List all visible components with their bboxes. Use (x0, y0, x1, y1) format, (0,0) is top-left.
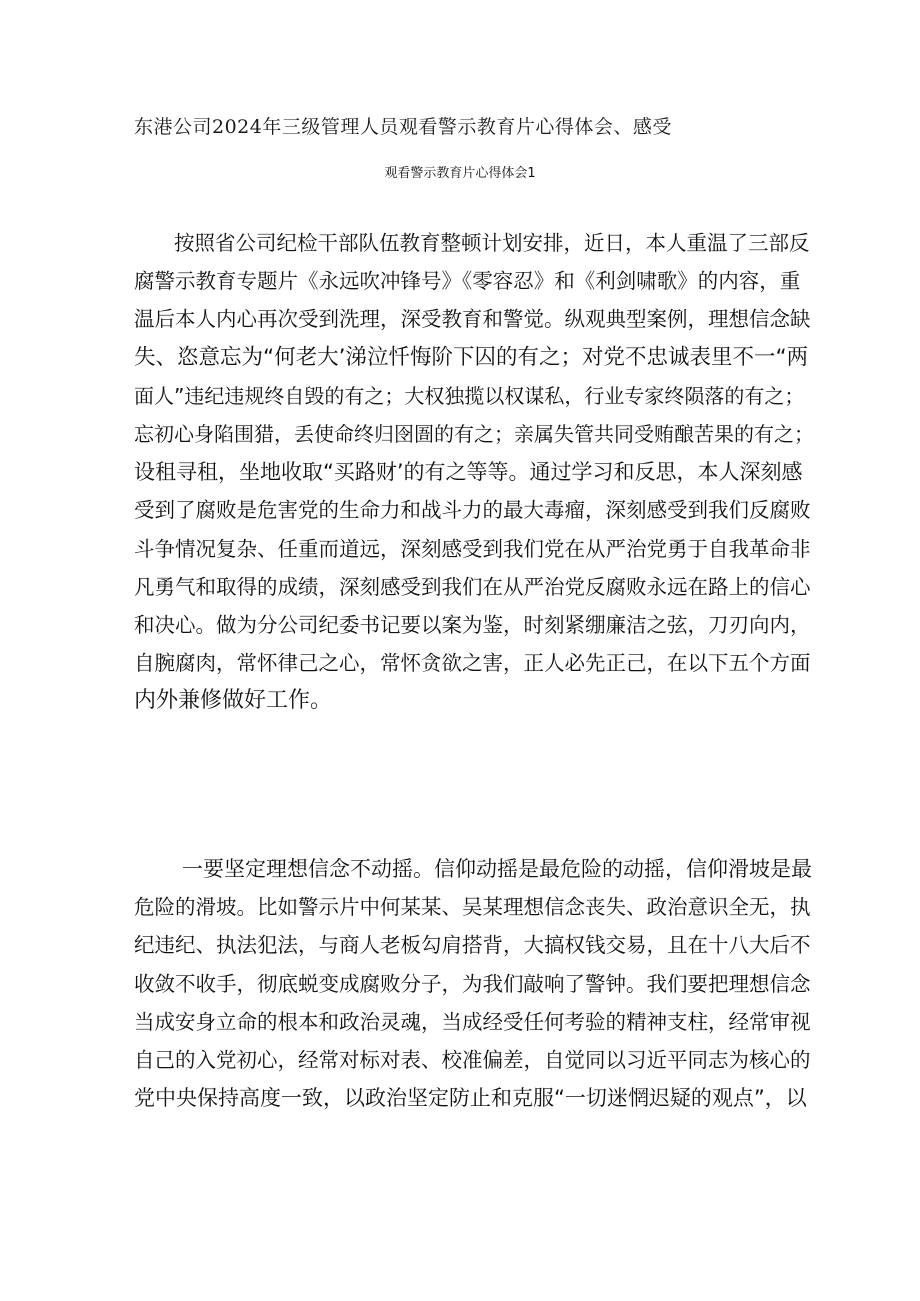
paragraph-2 (134, 850, 814, 1117)
paragraph-line: 一要坚定理想信念不动摇。信仰动摇是最危险的动摇，信仰滑坡是最 (182, 857, 812, 881)
paragraph-line: 收敛不收手，彻底蜕变成腐败分子，为我们敲响了警钟。我们要把理想信念 (134, 971, 811, 996)
paragraph-line: 按照省公司纪检干部队伍教育整顿计划安排，近日，本人重温了三部反 (174, 231, 810, 255)
paragraph-line: 自己的入党初心，经常对标对表、校准偏差，自觉同以习近平同志为核心的 (134, 1047, 811, 1072)
paragraph-line: 自腕腐肉，常怀律己之心，常怀贪欲之害，正人必先正己，在以下五个方面 (134, 651, 811, 676)
paragraph-line: 面人”违纪违规终自毁的有之；大权独揽以权谋私，行业专家终陨落的有之； (134, 383, 805, 408)
paragraph-line: 当成安身立命的根本和政治灵魂，当成经受任何考验的精神支柱，经常审视 (134, 1009, 811, 1034)
paragraph-line: 和决心。做为分公司纪委书记要以案为鉴，时刻紧绷廉洁之弦，刀刃向内， (134, 612, 811, 637)
document-header: 东港公司2024年三级管理人员观看警示教育片心得体会、感受 (134, 116, 672, 138)
paragraph-line: 温后本人内心再次受到洗理，深受教育和警觉。纵观典型案例，理想信念缺 (134, 307, 811, 332)
paragraph-line: 危险的滑坡。比如警示片中何某某、吴某理想信念丧失、政治意识全无，执 (134, 895, 811, 920)
paragraph-1 (134, 224, 814, 720)
paragraph-line: 受到了腐败是危害党的生命力和战斗力的最大毒瘤，深刻感受到我们反腐败 (134, 498, 811, 523)
paragraph-line: 凡勇气和取得的成绩，深刻感受到我们在从严治党反腐败永远在路上的信心 (134, 574, 811, 599)
paragraph-line: 忘初心身陷围猎，丢使命终归囹圄的有之；亲属失管共同受贿酿苦果的有之； (134, 421, 814, 446)
paragraph-line: 斗争情况复杂、任重而道远，深刻感受到我们党在从严治党勇于自我革命非 (134, 536, 811, 561)
paragraph-line: 纪违纪、执法犯法，与商人老板勾肩搭背，大搞权钱交易，且在十八大后不 (134, 933, 811, 958)
document-title: 观看警示教育片心得体会1 (384, 166, 536, 181)
paragraph-line: 设租寻租，坐地收取“买路财’的有之等等。通过学习和反思，本人深刻感 (134, 460, 803, 485)
paragraph-line: 内外兼修做好工作。 (134, 688, 333, 714)
paragraph-line: 党中央保持高度一致，以政治坚定防止和克服“一切迷惘迟疑的观点”，以 (134, 1086, 807, 1111)
paragraph-line: 腐警示教育专题片《永远吹冲锋号》《零容忍》和《利剑啸歌》的内容，重 (134, 269, 801, 294)
paragraph-line: 失、恣意忘为“何老大’涕泣忏悔阶下囚的有之；对党不忠诚表里不一“两 (134, 344, 809, 370)
